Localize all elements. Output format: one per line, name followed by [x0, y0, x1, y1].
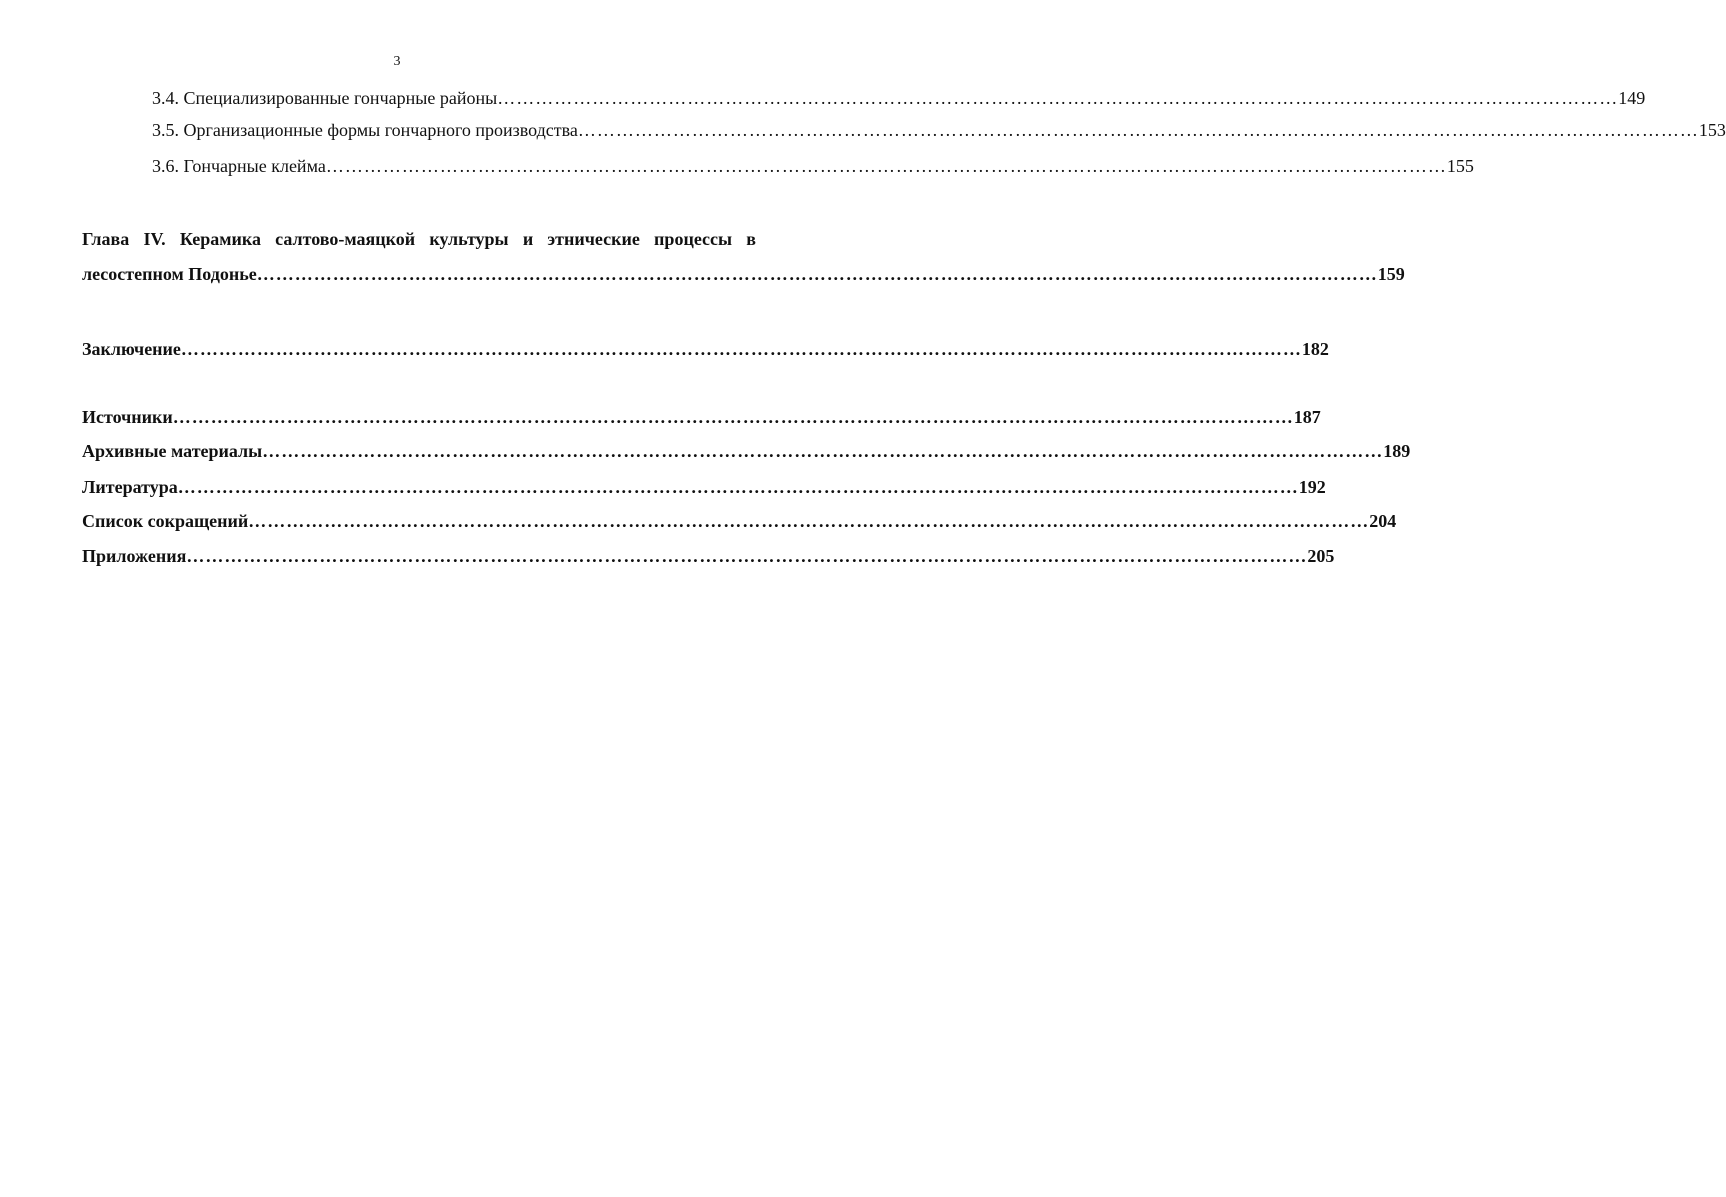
toc-leader-dots: ……………………………………………………………………………………………………………………………………………………………	[497, 88, 1619, 108]
toc-leader-dots: ……………………………………………………………………………………………………………………………………………………………	[262, 441, 1384, 461]
toc-entry-abbreviations[interactable]	[82, 511, 1397, 532]
toc-entry-label: Список сокращений	[82, 511, 249, 531]
toc-entry-label: 3.4. Специализированные гончарные районы	[152, 88, 498, 108]
toc-entry-page: 149	[1618, 88, 1646, 108]
toc-entry-label: Приложения	[82, 546, 187, 566]
toc-entry-page: 205	[1307, 546, 1335, 566]
toc-entry-3-6[interactable]	[152, 156, 1474, 177]
toc-entry-label: 3.5. Организационные формы гончарного производства	[152, 120, 578, 140]
toc-entry-sources[interactable]	[82, 407, 1321, 428]
toc-entry-chapter-4[interactable]	[82, 264, 1405, 285]
toc-entry-page: 155	[1446, 156, 1474, 176]
toc-entry-page: 159	[1377, 264, 1405, 284]
toc-entry-appendices[interactable]	[82, 546, 1335, 567]
toc-entry-page: 189	[1383, 441, 1411, 461]
toc-entry-3-5[interactable]	[152, 120, 1726, 141]
toc-leader-dots: ……………………………………………………………………………………………………………………………………………………………	[180, 339, 1302, 359]
toc-entry-label: Источники	[82, 407, 173, 427]
toc-entry-page: 204	[1369, 511, 1397, 531]
toc-leader-dots: ……………………………………………………………………………………………………………………………………………………………	[172, 407, 1294, 427]
toc-entry-conclusion[interactable]	[82, 339, 1329, 360]
page-number: 3	[393, 54, 401, 69]
toc-leader-dots: ……………………………………………………………………………………………………………………………………………………………	[248, 511, 1370, 531]
toc-leader-dots: ……………………………………………………………………………………………………………………………………………………………	[186, 546, 1308, 566]
toc-entry-archives[interactable]	[82, 441, 1411, 462]
toc-leader-dots: ……………………………………………………………………………………………………………………………………………………………	[577, 120, 1699, 140]
chapter-4-title-line1: Глава IV. Керамика салтово-маяцкой культуры и этнические процессы в	[82, 229, 756, 249]
toc-entry-page: 153	[1698, 120, 1726, 140]
toc-entry-literature[interactable]	[82, 477, 1326, 498]
toc-entry-page: 192	[1298, 477, 1326, 497]
toc-entry-page: 182	[1301, 339, 1329, 359]
toc-leader-dots: ……………………………………………………………………………………………………………………………………………………………	[177, 477, 1299, 497]
toc-leader-dots: ……………………………………………………………………………………………………………………………………………………………	[325, 156, 1447, 176]
toc-entry-label: 3.6. Гончарные клейма	[152, 156, 326, 176]
toc-entry-label: Заключение	[82, 339, 181, 359]
toc-entry-label: лесостепном Подонье	[82, 264, 257, 284]
toc-entry-label: Архивные материалы	[82, 441, 263, 461]
toc-entry-label: Литература	[82, 477, 178, 497]
toc-leader-dots: ……………………………………………………………………………………………………………………………………………………………	[256, 264, 1378, 284]
toc-entry-3-4[interactable]	[152, 88, 1646, 109]
toc-entry-page: 187	[1293, 407, 1321, 427]
